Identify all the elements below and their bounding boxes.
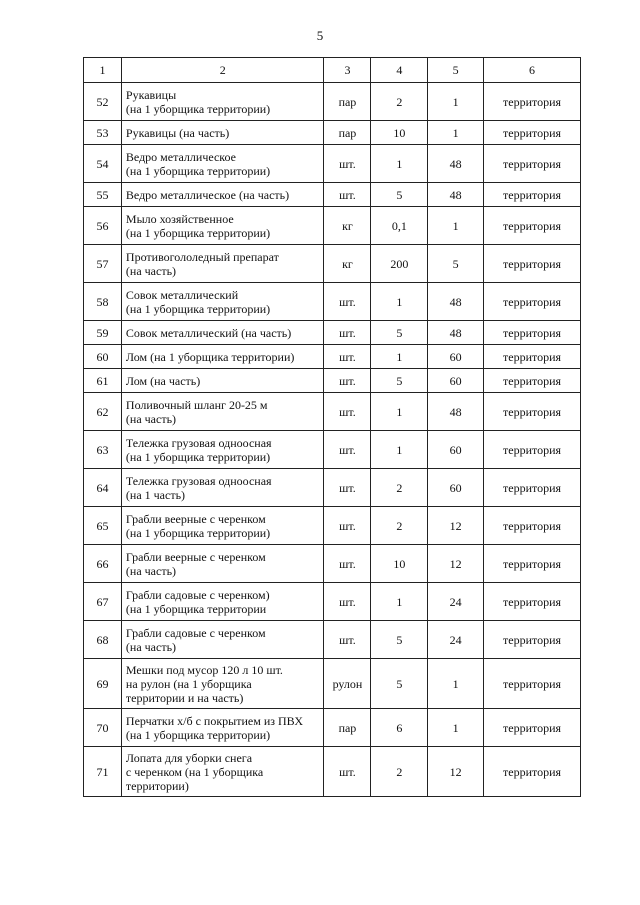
table-row xyxy=(84,393,581,431)
item-quantity: 5 xyxy=(371,183,428,207)
table-row xyxy=(84,747,581,797)
item-period: 5 xyxy=(428,245,484,283)
item-unit: шт. xyxy=(324,393,371,431)
item-quantity: 2 xyxy=(371,507,428,545)
item-location: территория xyxy=(484,321,581,345)
item-unit: шт. xyxy=(324,583,371,621)
item-name: Рукавицы (на 1 уборщика территории) xyxy=(121,83,324,121)
item-number: 69 xyxy=(84,659,122,709)
table-row xyxy=(84,121,581,145)
item-quantity: 5 xyxy=(371,621,428,659)
item-name: Совок металлический (на часть) xyxy=(121,321,324,345)
item-quantity: 1 xyxy=(371,583,428,621)
table-row xyxy=(84,245,581,283)
item-location: территория xyxy=(484,431,581,469)
item-quantity: 2 xyxy=(371,469,428,507)
item-name: Рукавицы (на часть) xyxy=(121,121,324,145)
table-row xyxy=(84,469,581,507)
item-location: территория xyxy=(484,245,581,283)
item-unit: кг xyxy=(324,245,371,283)
item-unit: шт. xyxy=(324,183,371,207)
item-period: 12 xyxy=(428,747,484,797)
item-number: 56 xyxy=(84,207,122,245)
item-name: Тележка грузовая одноосная (на 1 часть) xyxy=(121,469,324,507)
item-quantity: 1 xyxy=(371,345,428,369)
table-row xyxy=(84,659,581,709)
item-number: 59 xyxy=(84,321,122,345)
item-period: 60 xyxy=(428,369,484,393)
item-location: территория xyxy=(484,83,581,121)
supply-norms-table xyxy=(83,57,581,797)
table-row xyxy=(84,709,581,747)
item-period: 60 xyxy=(428,469,484,507)
item-location: территория xyxy=(484,545,581,583)
item-location: территория xyxy=(484,145,581,183)
item-unit: рулон xyxy=(324,659,371,709)
column-header: 6 xyxy=(484,58,581,83)
item-location: территория xyxy=(484,207,581,245)
table-row xyxy=(84,145,581,183)
item-name: Тележка грузовая одноосная (на 1 уборщика территории) xyxy=(121,431,324,469)
item-unit: шт. xyxy=(324,747,371,797)
column-header: 5 xyxy=(428,58,484,83)
item-period: 48 xyxy=(428,393,484,431)
item-quantity: 5 xyxy=(371,369,428,393)
item-number: 63 xyxy=(84,431,122,469)
table-row xyxy=(84,621,581,659)
item-number: 58 xyxy=(84,283,122,321)
item-location: территория xyxy=(484,747,581,797)
item-number: 65 xyxy=(84,507,122,545)
item-period: 48 xyxy=(428,283,484,321)
item-unit: пар xyxy=(324,709,371,747)
item-name: Ведро металлическое (на часть) xyxy=(121,183,324,207)
page-number: 5 xyxy=(316,28,324,43)
item-quantity: 1 xyxy=(371,283,428,321)
item-period: 48 xyxy=(428,183,484,207)
table-row xyxy=(84,507,581,545)
item-name: Лом (на 1 уборщика территории) xyxy=(121,345,324,369)
column-header: 1 xyxy=(84,58,122,83)
table-header-row xyxy=(84,58,581,83)
item-name: Мыло хозяйственное (на 1 уборщика территории) xyxy=(121,207,324,245)
item-number: 66 xyxy=(84,545,122,583)
item-unit: шт. xyxy=(324,469,371,507)
item-period: 48 xyxy=(428,145,484,183)
table-row xyxy=(84,345,581,369)
column-header: 3 xyxy=(324,58,371,83)
table-row xyxy=(84,583,581,621)
item-name: Совок металлический (на 1 уборщика территории) xyxy=(121,283,324,321)
item-number: 60 xyxy=(84,345,122,369)
item-period: 48 xyxy=(428,321,484,345)
table-row xyxy=(84,545,581,583)
item-location: территория xyxy=(484,469,581,507)
item-quantity: 10 xyxy=(371,545,428,583)
item-quantity: 0,1 xyxy=(371,207,428,245)
item-location: территория xyxy=(484,369,581,393)
item-unit: шт. xyxy=(324,507,371,545)
item-location: территория xyxy=(484,659,581,709)
item-name: Грабли садовые с черенком (на часть) xyxy=(121,621,324,659)
table-row xyxy=(84,207,581,245)
item-unit: шт. xyxy=(324,145,371,183)
column-header: 4 xyxy=(371,58,428,83)
item-period: 60 xyxy=(428,345,484,369)
table-row xyxy=(84,283,581,321)
item-quantity: 2 xyxy=(371,747,428,797)
item-quantity: 5 xyxy=(371,659,428,709)
item-name: Лом (на часть) xyxy=(121,369,324,393)
item-period: 60 xyxy=(428,431,484,469)
item-location: территория xyxy=(484,507,581,545)
item-unit: пар xyxy=(324,83,371,121)
item-quantity: 2 xyxy=(371,83,428,121)
item-number: 71 xyxy=(84,747,122,797)
item-name: Ведро металлическое (на 1 уборщика территории) xyxy=(121,145,324,183)
table-row xyxy=(84,83,581,121)
item-unit: шт. xyxy=(324,321,371,345)
column-header: 2 xyxy=(121,58,324,83)
item-location: территория xyxy=(484,583,581,621)
item-quantity: 200 xyxy=(371,245,428,283)
item-number: 52 xyxy=(84,83,122,121)
item-number: 61 xyxy=(84,369,122,393)
item-quantity: 5 xyxy=(371,321,428,345)
item-quantity: 1 xyxy=(371,145,428,183)
item-location: территория xyxy=(484,393,581,431)
item-number: 64 xyxy=(84,469,122,507)
item-period: 12 xyxy=(428,545,484,583)
item-number: 55 xyxy=(84,183,122,207)
item-name: Грабли садовые с черенком) (на 1 уборщика территории xyxy=(121,583,324,621)
item-quantity: 1 xyxy=(371,431,428,469)
item-period: 1 xyxy=(428,121,484,145)
table-row xyxy=(84,183,581,207)
item-unit: шт. xyxy=(324,621,371,659)
item-name: Противогололедный препарат (на часть) xyxy=(121,245,324,283)
item-unit: шт. xyxy=(324,431,371,469)
item-name: Поливочный шланг 20-25 м (на часть) xyxy=(121,393,324,431)
item-location: территория xyxy=(484,121,581,145)
item-location: территория xyxy=(484,345,581,369)
item-name: Мешки под мусор 120 л 10 шт. на рулон (на 1 уборщика территории и на часть) xyxy=(121,659,324,709)
item-number: 68 xyxy=(84,621,122,659)
item-number: 57 xyxy=(84,245,122,283)
item-location: территория xyxy=(484,183,581,207)
item-number: 70 xyxy=(84,709,122,747)
table-row xyxy=(84,321,581,345)
item-unit: шт. xyxy=(324,283,371,321)
item-period: 1 xyxy=(428,207,484,245)
item-unit: пар xyxy=(324,121,371,145)
item-unit: шт. xyxy=(324,369,371,393)
item-location: территория xyxy=(484,283,581,321)
item-unit: шт. xyxy=(324,545,371,583)
item-period: 24 xyxy=(428,621,484,659)
item-location: территория xyxy=(484,709,581,747)
item-name: Грабли веерные с черенком (на 1 уборщика территории) xyxy=(121,507,324,545)
item-unit: шт. xyxy=(324,345,371,369)
item-number: 54 xyxy=(84,145,122,183)
item-period: 12 xyxy=(428,507,484,545)
item-name: Перчатки х/б с покрытием из ПВХ (на 1 уборщика территории) xyxy=(121,709,324,747)
item-name: Грабли веерные с черенком (на часть) xyxy=(121,545,324,583)
item-number: 53 xyxy=(84,121,122,145)
item-number: 67 xyxy=(84,583,122,621)
item-period: 1 xyxy=(428,659,484,709)
item-quantity: 1 xyxy=(371,393,428,431)
item-period: 1 xyxy=(428,83,484,121)
item-unit: кг xyxy=(324,207,371,245)
item-period: 1 xyxy=(428,709,484,747)
item-name: Лопата для уборки снега с черенком (на 1 уборщика территории) xyxy=(121,747,324,797)
table-row xyxy=(84,369,581,393)
item-quantity: 10 xyxy=(371,121,428,145)
item-quantity: 6 xyxy=(371,709,428,747)
table-row xyxy=(84,431,581,469)
item-number: 62 xyxy=(84,393,122,431)
item-period: 24 xyxy=(428,583,484,621)
item-location: территория xyxy=(484,621,581,659)
